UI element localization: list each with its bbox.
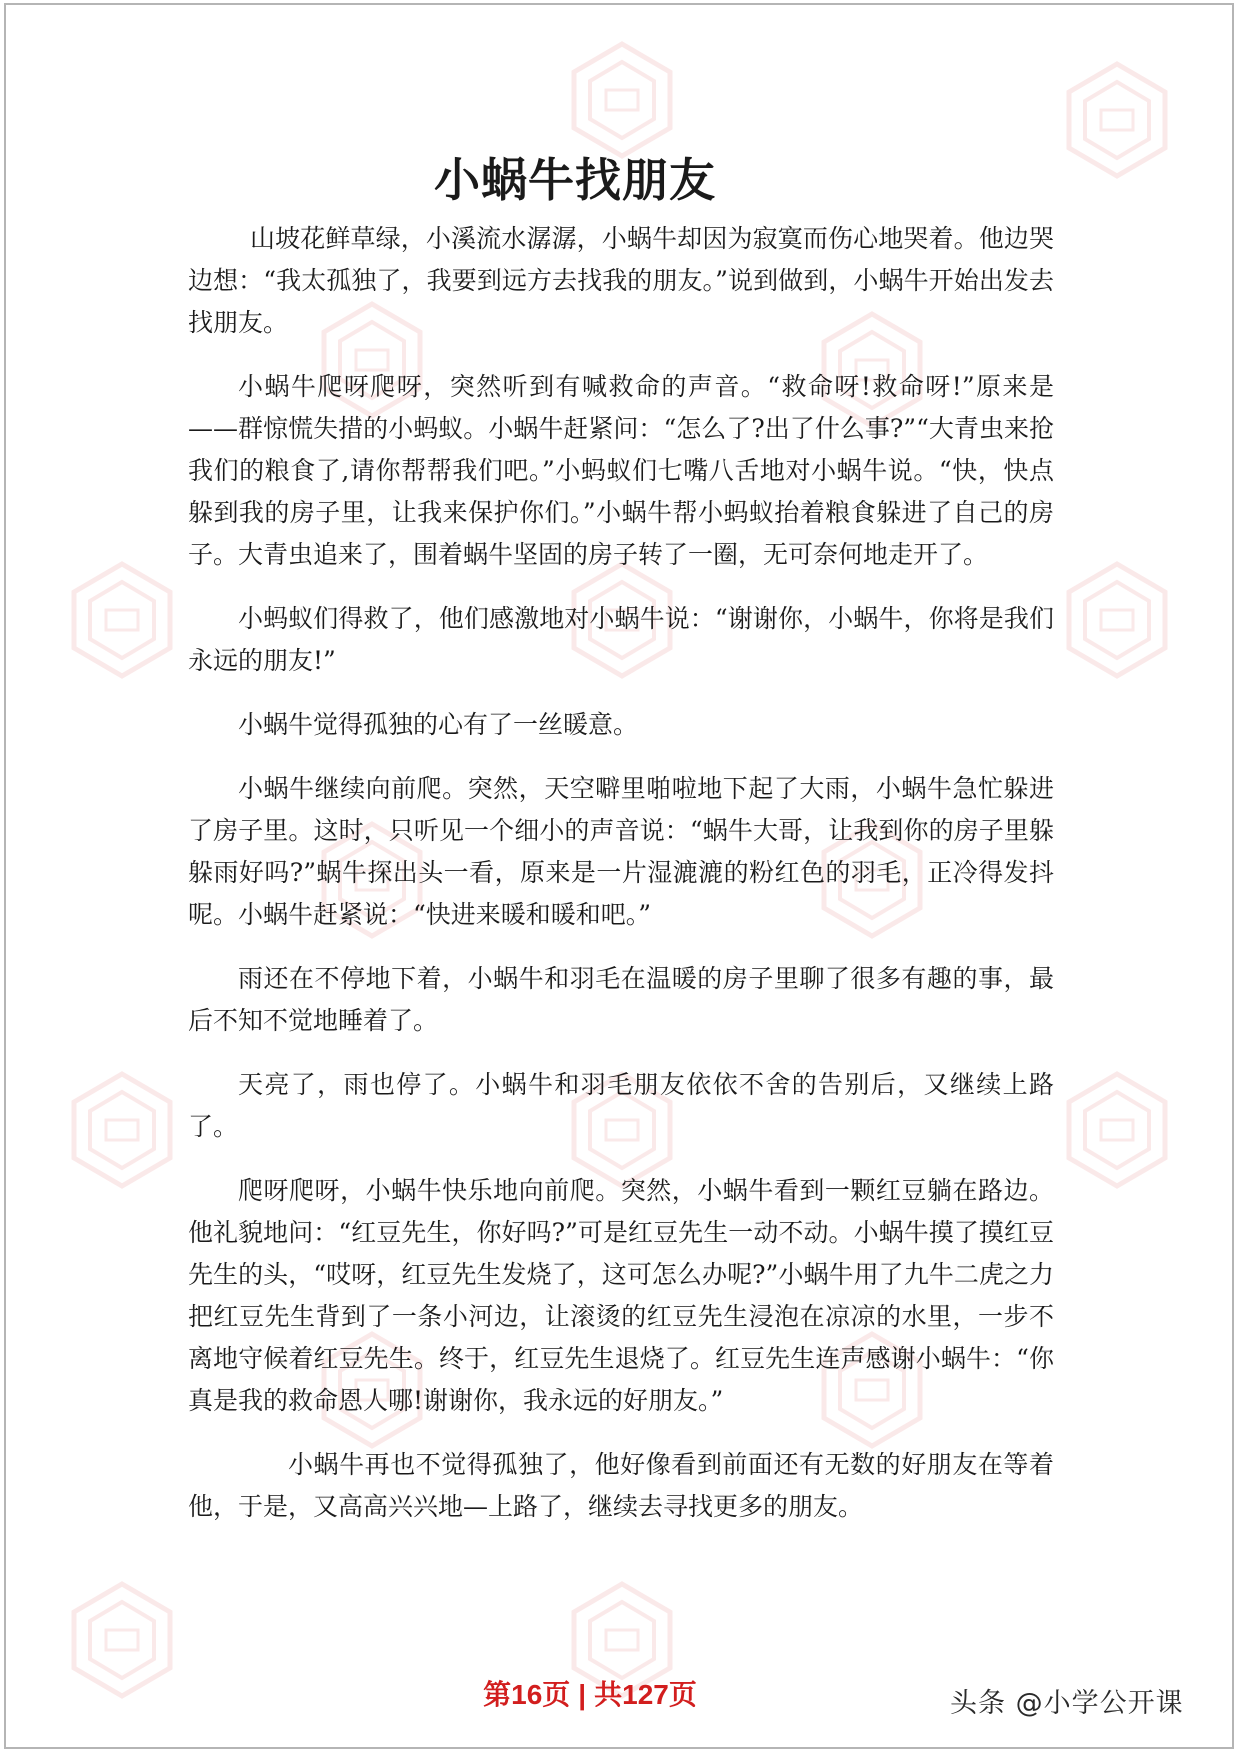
story-paragraph: 小蜗牛再也不觉得孤独了，他好像看到前面还有无数的好朋友在等着他，于是，又高高兴兴地—上路了，继续去寻找更多的朋友。 <box>188 1450 1054 1521</box>
page-current: 第16页 <box>483 1679 571 1710</box>
page-total: 共127页 <box>594 1679 697 1710</box>
story-body <box>188 218 1054 1550</box>
story-paragraph: 天亮了，雨也停了。小蜗牛和羽毛朋友依依不舍的告别后，又继续上路了。 <box>188 1070 1054 1141</box>
source-signature: 头条 @小学公开课 <box>950 1688 1184 1719</box>
story-paragraph: 小蜗牛爬呀爬呀，突然听到有喊救命的声音。“救命呀!救命呀!”原来是——群惊慌失措的小蚂蚁。小蜗牛赶紧问：“怎么了?出了什么事?”“大青虫来抢我们的粮食了,请你帮帮我们吧。”小蚂蚁们七嘴八舌地对小蜗牛说。“快，快点躲到我的房子里，让我来保护你们。”小蜗牛帮小蚂蚁抬着粮食躲进了自己的房子。大青虫追来了，围着蜗牛坚固的房子转了一圈，无可奈何地走开了。 <box>188 372 1054 569</box>
page-separator: | <box>578 1679 587 1710</box>
story-paragraph: 爬呀爬呀，小蜗牛快乐地向前爬。突然，小蜗牛看到一颗红豆躺在路边。他礼貌地问：“红豆先生，你好吗?”可是红豆先生一动不动。小蜗牛摸了摸红豆先生的头，“哎呀，红豆先生发烧了，这可怎么办呢?”小蜗牛用了九牛二虎之力把红豆先生背到了一条小河边，让滚烫的红豆先生浸泡在凉凉的水里，一步不离地守候着红豆先生。终于，红豆先生退烧了。红豆先生连声感谢小蜗牛：“你真是我的救命恩人哪!谢谢你，我永远的好朋友。” <box>188 1176 1054 1415</box>
document-title: 小蜗牛找朋友 <box>434 153 716 207</box>
story-paragraph: 山坡花鲜草绿，小溪流水潺潺，小蜗牛却因为寂寞而伤心地哭着。他边哭边想：“我太孤独了，我要到远方去找我的朋友。”说到做到，小蜗牛开始出发去找朋友。 <box>188 224 1054 337</box>
story-paragraph: 雨还在不停地下着，小蜗牛和羽毛在温暖的房子里聊了很多有趣的事，最后不知不觉地睡着了。 <box>188 964 1054 1035</box>
story-paragraph: 小蚂蚁们得救了，他们感激地对小蜗牛说：“谢谢你，小蜗牛，你将是我们永远的朋友!” <box>188 604 1054 675</box>
story-paragraph: 小蜗牛觉得孤独的心有了一丝暖意。 <box>238 710 639 739</box>
story-paragraph: 小蜗牛继续向前爬。突然，天空噼里啪啦地下起了大雨，小蜗牛急忙躲进了房子里。这时，只听见一个细小的声音说：“蜗牛大哥，让我到你的房子里躲躲雨好吗?”蜗牛探出头一看，原来是一片湿漉漉的粉红色的羽毛，正冷得发抖呢。小蜗牛赶紧说：“快进来暖和暖和吧。” <box>188 774 1054 929</box>
